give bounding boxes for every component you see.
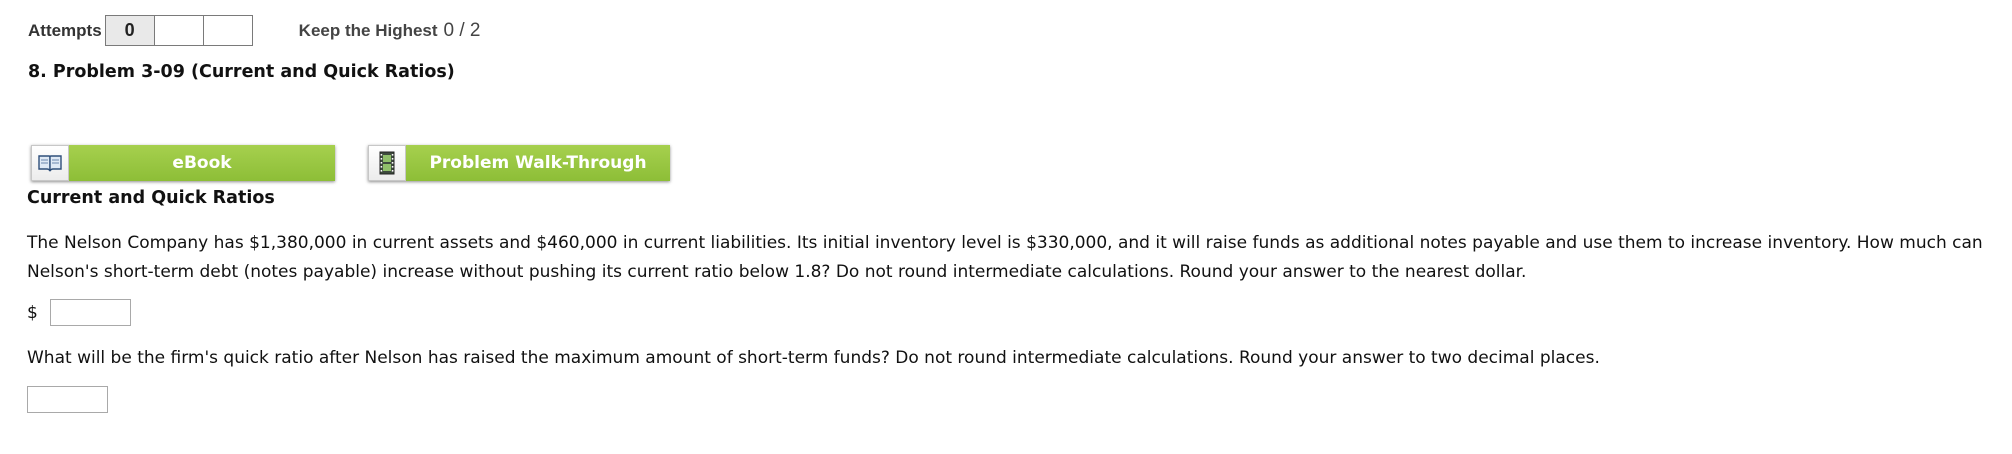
dollar-sign: $ xyxy=(27,302,38,323)
question-2-text: What will be the firm's quick ratio after Nelson has raised the maximum amount of short-term funds? Do not round intermediate calculations. Round your answer to two decimal places. xyxy=(27,348,1600,368)
attempts-bar xyxy=(28,14,481,47)
attempts-label: Attempts xyxy=(28,20,102,40)
attempt-box-2 xyxy=(154,15,204,46)
book-icon xyxy=(31,145,69,181)
ebook-button-label: eBook xyxy=(69,145,335,181)
answer-row-2 xyxy=(27,386,108,413)
question-1-text: The Nelson Company has $1,380,000 in current assets and $460,000 in current liabilities. Its initial inventory level is $330,000, and it will raise funds as additional notes payable and use them to increase inventory. How much can Nelson's short-term debt (notes payable) increase without pushing its current ratio below 1.8? Do not round intermediate calculations. Round your answer to the nearest dollar. xyxy=(27,233,1983,282)
quick-ratio-input[interactable] xyxy=(27,386,108,413)
attempt-box-1: 0 xyxy=(105,15,155,46)
section-heading: Current and Quick Ratios xyxy=(27,188,275,208)
problem-title: 8. Problem 3-09 (Current and Quick Ratios) xyxy=(28,62,455,82)
problem-walkthrough-label: Problem Walk-Through xyxy=(406,145,670,181)
answer-row-1 xyxy=(27,299,131,326)
short-term-debt-input[interactable] xyxy=(50,299,131,326)
film-icon xyxy=(368,145,406,181)
attempt-box-3 xyxy=(203,15,253,46)
problem-walkthrough-button[interactable] xyxy=(368,145,670,181)
score-display: 0 / 2 xyxy=(443,19,481,41)
keep-highest-label: Keep the Highest xyxy=(298,20,438,40)
ebook-button[interactable] xyxy=(31,145,335,181)
